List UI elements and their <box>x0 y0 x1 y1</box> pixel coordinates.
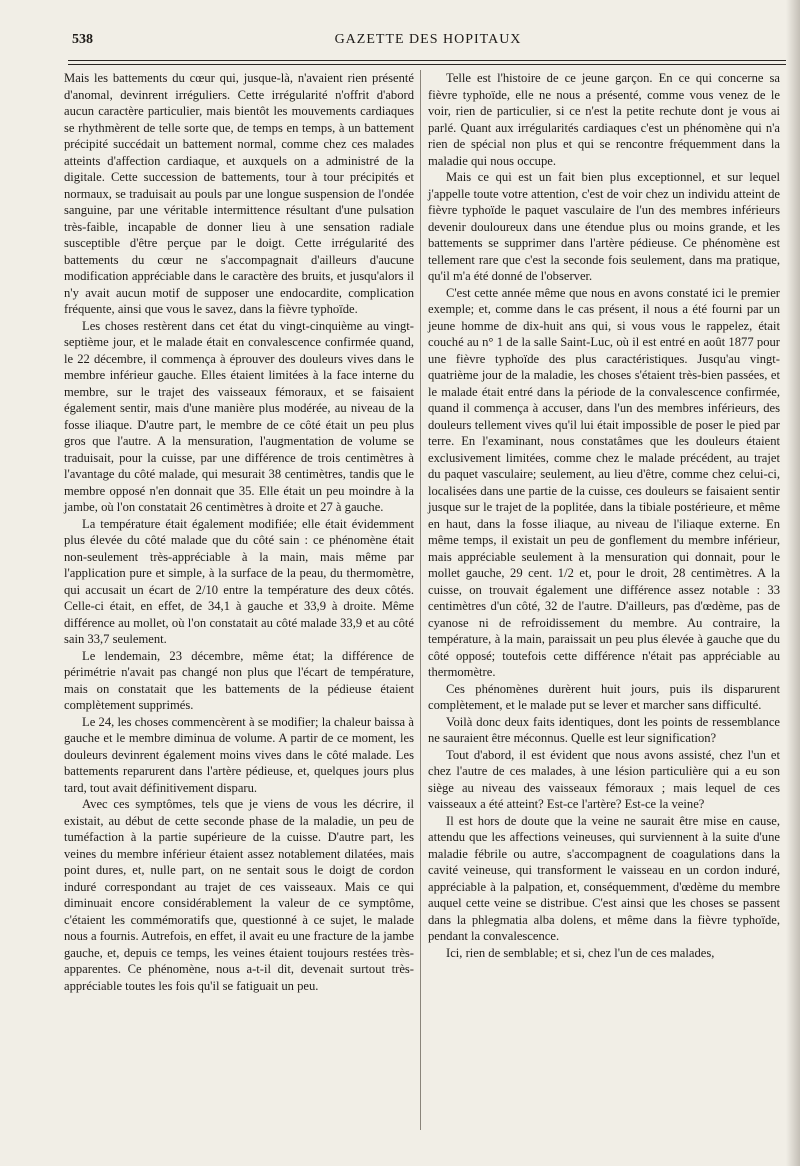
column-divider <box>420 70 421 1130</box>
paragraph: Telle est l'histoire de ce jeune garçon. En ce qui concerne sa fièvre typhoïde, elle ne nous a présenté, comme vous venez de le voir, rien de particulier, si ce n'est la petite rechute dont je vous ai parlé. Quant aux irrégularités cardiaques c'est un phénomène qui n'a rien de spécial non plus et qui se rencontre fréquemment dans la maladie qui nous occupe. <box>428 71 780 168</box>
paragraph: Il est hors de doute que la veine ne saurait être mise en cause, attendu que les affections veineuses, qui surviennent à la suite d'une maladie fébrile ou autre, s'accompagnent de coagulations dans la cavité veineuse, qui transforment le vaisseau en un cordon induré, appréciable à la palpation, et, conséquemment, d'œdème du membre auquel cette veine se distribue. C'est ainsi que les choses se passent dans la phlegmatia alba dolens, et même dans la fièvre typhoïde, pendant la convalescence. <box>428 813 780 943</box>
right-column <box>428 70 780 961</box>
paragraph: Le lendemain, 23 décembre, même état; la différence de périmétrie n'avait pas changé non plus que l'écart de température, mais on constatait que les battements de la pédieuse étaient complètement supprimés. <box>64 648 414 712</box>
paragraph: Ces phénomènes durèrent huit jours, puis ils disparurent complètement, et le malade put se lever et marcher sans difficulté. <box>428 681 780 712</box>
page-header <box>72 30 784 52</box>
running-title: GAZETTE DES HOPITAUX <box>334 32 522 47</box>
paragraph: C'est cette année même que nous en avons constaté ici le premier exemple; et, comme dans le cas présent, il nous a été fourni par un jeune homme de dix-huit ans qui, si vous vous le rappelez, était couché au n° 1 de la salle Saint-Luc, où il est entré en août 1877 pour une fièvre typhoïde des plus caractéristiques. Jusqu'au vingt-quatrième jour de la maladie, les choses s'étaient très-bien passées, et le malade était entré dans la période de la convalescence confirmée, quand il commença à accuser, dans l'un des membres inférieurs, des douleurs tellement vives qu'il lui était impossible de poser le pied par terre. En l'examinant, nous constatâmes que les douleurs étaient exclusivement limitées, comme chez le malade précédent, au trajet du paquet vasculaire; seulement, au lieu d'être, comme chez celui-ci, localisées dans une partie de la cuisse, ces douleurs se faisaient sentir jusque sur le trajet de la poplitée, dans la tibiale postérieure, et même en haut, dans la fosse iliaque, au niveau de l'iliaque externe. En même temps, il existait un peu de gonflement du membre inférieur, mais appréciable seulement à la mensuration qui donnait, pour le mollet gauche, 29 cent. 1/2 et, pour le droit, 28 centimètres. A la cuisse, on trouvait également une différence assez notable : 33 centimètres d'un côté, 32 de l'autre. D'ailleurs, pas d'œdème, pas de cyanose ni de refroidissement du membre. Au contraire, la température, à la main, paraissait un peu plus élevée à gauche que du côté opposé; toutefois cette différence n'était pas appréciable au thermomètre. <box>428 285 780 679</box>
paragraph: Mais les battements du cœur qui, jusque-là, n'avaient rien présenté d'anomal, devinrent irréguliers. Cette irrégularité n'offrit d'abord aucun caractère particulier, mais bientôt les mouvements cardiaques se rhythmèrent de telle sorte que, de temps en temps, à un battement précipité succédait un battement normal, comme chez ces malades atteints d'affection cardiaque, et auxquels on a administré de la digitale. Cette succession de battements, tour à tour précipités et normaux, se traduisait au pouls par une longue suspension de l'ondée sanguine, par une véritable intermittence résultant d'une pulsation très-faible, incapable de donner lieu à une sensation radiale susceptible d'être perçue par le doigt. Cette irrégularité des battements du cœur ne s'accompagnait d'ailleurs d'aucune modification appréciable dans le caractère des bruits, et jusqu'alors il n'y avait aucun motif de supposer une endocardite, complication fréquente, ainsi que vous le savez, dans la fièvre typhoïde. <box>64 71 414 316</box>
paragraph: Voilà donc deux faits identiques, dont les points de ressemblance ne sauraient être méconnus. Quelle est leur signification? <box>428 714 780 745</box>
paragraph: Le 24, les choses commencèrent à se modifier; la chaleur baissa à gauche et le membre diminua de volume. A partir de ce moment, les douleurs devinrent également moins vives dans le côté malade. Les battements reparurent dans l'artère pédieuse, et, quelques jours plus tard, tout avait définitivement disparu. <box>64 714 414 795</box>
paragraph: Tout d'abord, il est évident que nous avons assisté, chez l'un et chez l'autre de ces malades, à une lésion particulière qui a eu son siège au niveau des vaisseaux fémoraux ; mais lequel de ces vaisseaux a été atteint? Est-ce l'artère? Est-ce la veine? <box>428 747 780 811</box>
page-number: 538 <box>72 32 93 47</box>
paragraph: Les choses restèrent dans cet état du vingt-cinquième au vingt-septième jour, et le malade était en convalescence confirmée quand, le 22 décembre, il commença à éprouver des douleurs vives dans le membre inférieur gauche. Elles étaient limitées à la face interne du membre, sur le trajet des vaisseaux fémoraux, et se faisaient également sentir, mais d'une manière plus modérée, au niveau de la fosse iliaque. D'autre part, le membre de ce côté était un peu plus gros que l'autre. A la mensuration, l'augmentation de volume se traduisait, pour la cuisse, par une différence de trois centimètres à l'avantage du côté malade, qui mesurait 38 centimètres, tandis que le membre opposé n'en donnait que 35. Elle était un peu moindre à la jambe, où l'on constatait 26 centimètres à droite et 27 à gauche. <box>64 318 414 514</box>
page-edge-shadow <box>786 0 800 1166</box>
header-rule-top <box>68 60 786 61</box>
paragraph: Mais ce qui est un fait bien plus exceptionnel, et sur lequel j'appelle toute votre attention, c'est de voir chez un individu atteint de fièvre typhoïde le paquet vasculaire de l'un des membres inférieurs devenir douloureux dans une étendue plus ou moins grande, et les battements se supprimer dans l'artère pédieuse. Ce phénomène est tellement rare que c'est la seconde fois seulement, dans ma pratique, qu'il m'a été donné de l'observer. <box>428 170 780 283</box>
paragraph: Ici, rien de semblable; et si, chez l'un de ces malades, <box>446 945 715 960</box>
paragraph: La température était également modifiée; elle était évidemment plus élevée du côté malade que du côté sain : ce phénomène était non-seulement très-appréciable à la main, mais même par l'application pure et simple, à la surface de la peau, du thermomètre, qui accusait un écart de 2/10 entre la température des deux côtés. Celle-ci était, en effet, de 34,1 à gauche et 33,9 à droite. Même différence au mollet, où l'on constatait au côté malade 33,9 et au côté sain 33,7 seulement. <box>64 516 414 646</box>
header-rule-bottom <box>68 64 786 65</box>
paragraph: Avec ces symptômes, tels que je viens de vous les décrire, il existait, au début de cette seconde phase de la maladie, un peu de tuméfaction à la partie supérieure de la cuisse. D'autre part, les veines du membre inférieur étaient assez notablement dilatées, mais point dures, et, nulle part, on ne sentait sous le doigt de cordon induré correspondant au trajet de ces vaisseaux. Mais ce qui diminuait encore considérablement la valeur de ce symptôme, c'étaient les commémoratifs que, questionné à ce sujet, le malade nous a fournis. Autrefois, en effet, il avait eu une fracture de la jambe gauche, et, depuis ce temps, les veines étaient toujours restées très-apparentes. Ce phénomène, nous a-t-il dit, devenait surtout très-appréciable toutes les fois qu'il se fatiguait un peu. <box>64 797 414 993</box>
left-column <box>64 70 414 994</box>
